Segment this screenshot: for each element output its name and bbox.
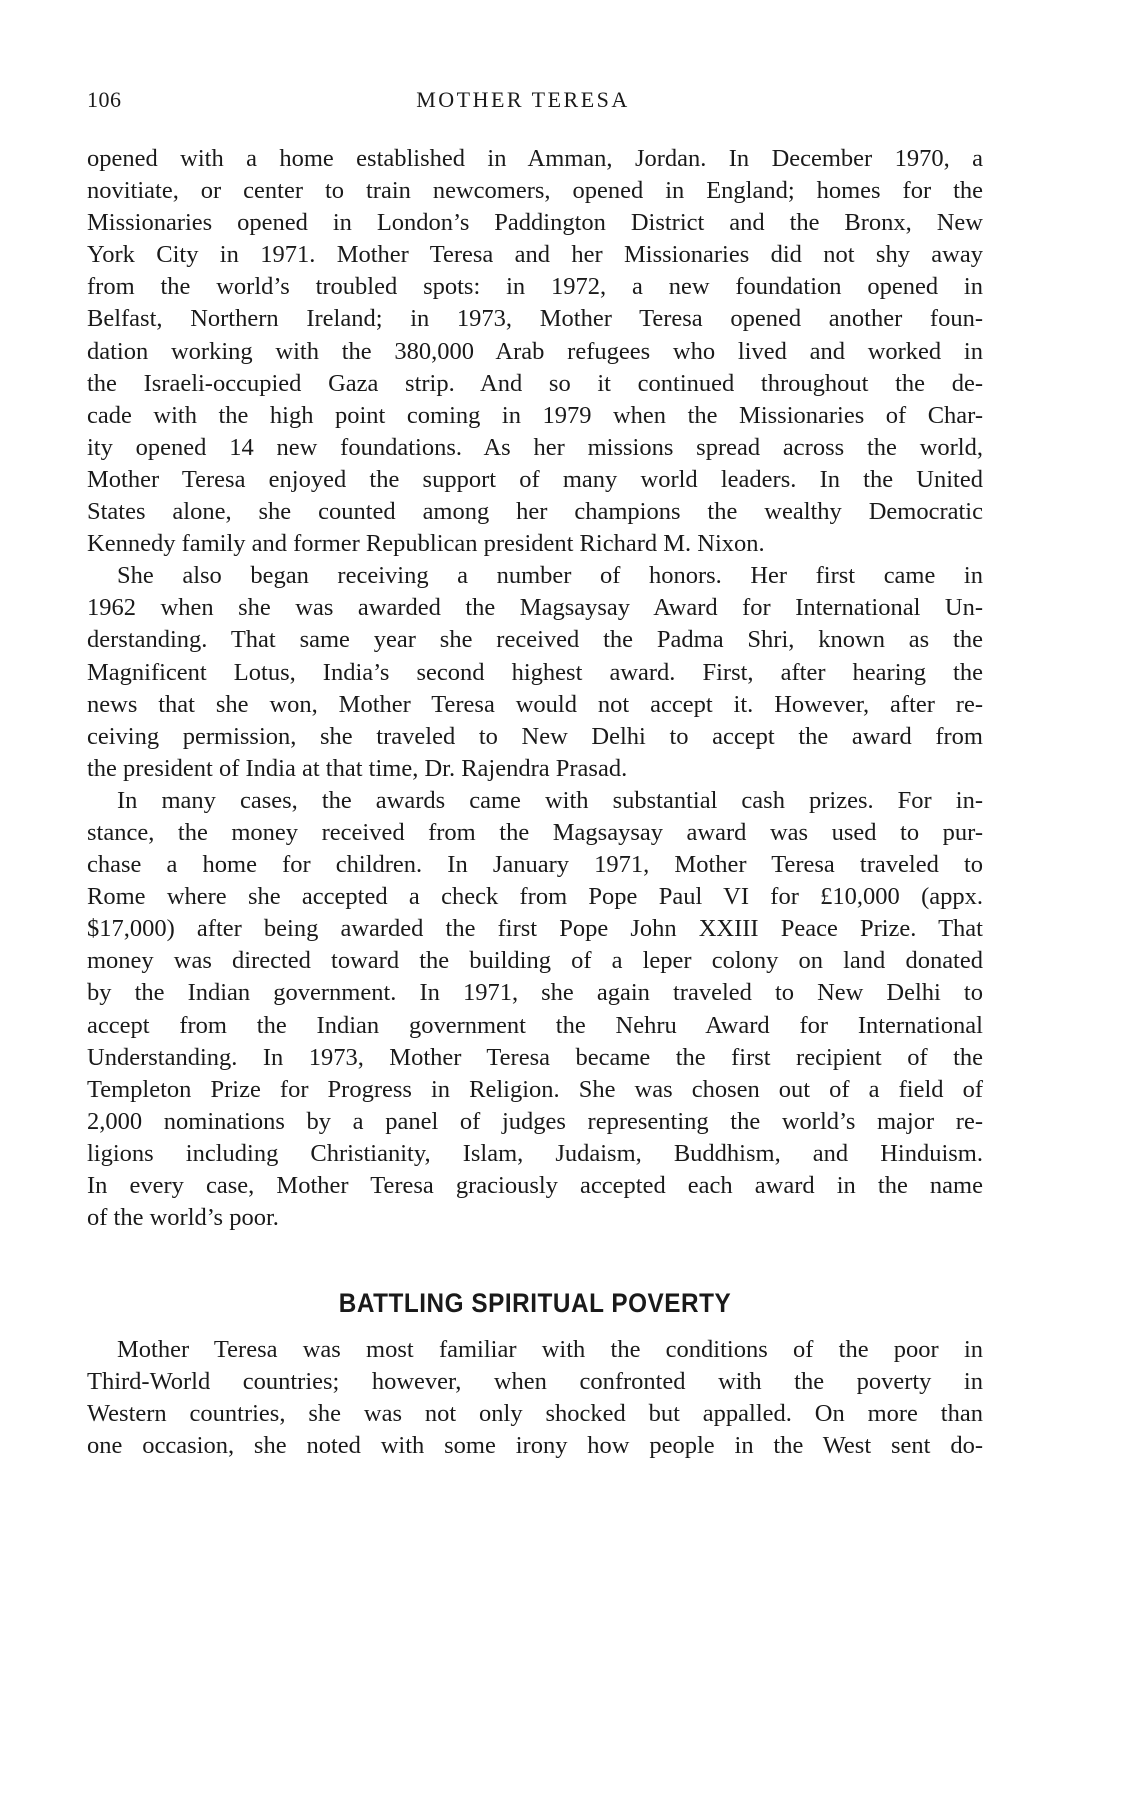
paragraph xyxy=(87,143,983,560)
text-line: ligions including Christianity, Islam, Judaism, Buddhism, and Hinduism. xyxy=(87,1139,983,1167)
text-line: novitiate, or center to train newcomers, opened in England; homes for the xyxy=(87,177,983,205)
text-line: accept from the Indian government the Nehru Award for International xyxy=(87,1011,983,1039)
text-line: one occasion, she noted with some irony how people in the West sent do- xyxy=(87,1432,983,1460)
text-line: She also began receiving a number of honors. Her first came in xyxy=(117,562,983,590)
paragraph xyxy=(87,785,983,1234)
text-line: Templeton Prize for Progress in Religion. She was chosen out of a field of xyxy=(87,1075,983,1103)
page-number: 106 xyxy=(87,87,122,112)
text-line: the president of India at that time, Dr. Rajendra Prasad. xyxy=(87,754,628,782)
text-line: In many cases, the awards came with substantial cash prizes. For in- xyxy=(117,786,983,814)
text-line: ceiving permission, she traveled to New Delhi to accept the award from xyxy=(87,722,983,750)
section-heading: BATTLING SPIRITUAL POVERTY xyxy=(338,1288,732,1319)
text-line: Third-World countries; however, when confronted with the poverty in xyxy=(87,1368,983,1396)
text-line: news that she won, Mother Teresa would not accept it. However, after re- xyxy=(87,690,983,718)
text-line: Belfast, Northern Ireland; in 1973, Mother Teresa opened another foun- xyxy=(87,305,983,333)
text-line: of the world’s poor. xyxy=(87,1204,279,1232)
text-line: Understanding. In 1973, Mother Teresa became the first recipient of the xyxy=(87,1043,983,1071)
text-line: 1962 when she was awarded the Magsaysay Award for International Un- xyxy=(87,594,983,622)
paragraph xyxy=(87,560,983,785)
text-line: chase a home for children. In January 1971, Mother Teresa traveled to xyxy=(87,851,983,879)
text-line: In every case, Mother Teresa graciously accepted each award in the name xyxy=(87,1172,983,1199)
text-line: money was directed toward the building of a leper colony on land donated xyxy=(87,947,983,975)
text-line: Mother Teresa enjoyed the support of many world leaders. In the United xyxy=(87,465,983,493)
text-line: Western countries, she was not only shocked but appalled. On more than xyxy=(87,1400,983,1428)
paragraph xyxy=(87,1334,983,1462)
running-header xyxy=(87,84,983,116)
text-line: the Israeli-occupied Gaza strip. And so it continued throughout the de- xyxy=(87,369,983,397)
body-text xyxy=(87,143,983,1463)
text-line: $17,000) after being awarded the first Pope John XXIII Peace Prize. That xyxy=(87,915,983,943)
text-line: Missionaries opened in London’s Paddington District and the Bronx, New xyxy=(87,209,983,237)
text-line: by the Indian government. In 1971, she again traveled to New Delhi to xyxy=(87,979,983,1007)
text-line: opened with a home established in Amman, Jordan. In December 1970, a xyxy=(87,145,983,172)
running-title: MOTHER TERESA xyxy=(416,87,630,112)
text-line: Mother Teresa was most familiar with the conditions of the poor in xyxy=(117,1336,983,1364)
text-line: York City in 1971. Mother Teresa and her Missionaries did not shy away xyxy=(87,241,983,269)
text-line: Rome where she accepted a check from Pope Paul VI for £10,000 (appx. xyxy=(87,883,983,911)
text-line: States alone, she counted among her champions the wealthy Democratic xyxy=(87,498,983,526)
text-line: cade with the high point coming in 1979 when the Missionaries of Char- xyxy=(87,401,983,429)
text-line: stance, the money received from the Magsaysay award was used to pur- xyxy=(87,818,983,846)
text-line: dation working with the 380,000 Arab refugees who lived and worked in xyxy=(87,337,983,365)
text-line: ity opened 14 new foundations. As her missions spread across the world, xyxy=(87,433,983,461)
text-line: Kennedy family and former Republican president Richard M. Nixon. xyxy=(87,530,765,558)
text-line: 2,000 nominations by a panel of judges representing the world’s major re- xyxy=(87,1107,983,1135)
text-line: derstanding. That same year she received the Padma Shri, known as the xyxy=(87,626,983,654)
book-page xyxy=(87,84,983,1463)
text-line: Magnificent Lotus, India’s second highest award. First, after hearing the xyxy=(87,658,983,686)
text-line: from the world’s troubled spots: in 1972, a new foundation opened in xyxy=(87,273,983,301)
